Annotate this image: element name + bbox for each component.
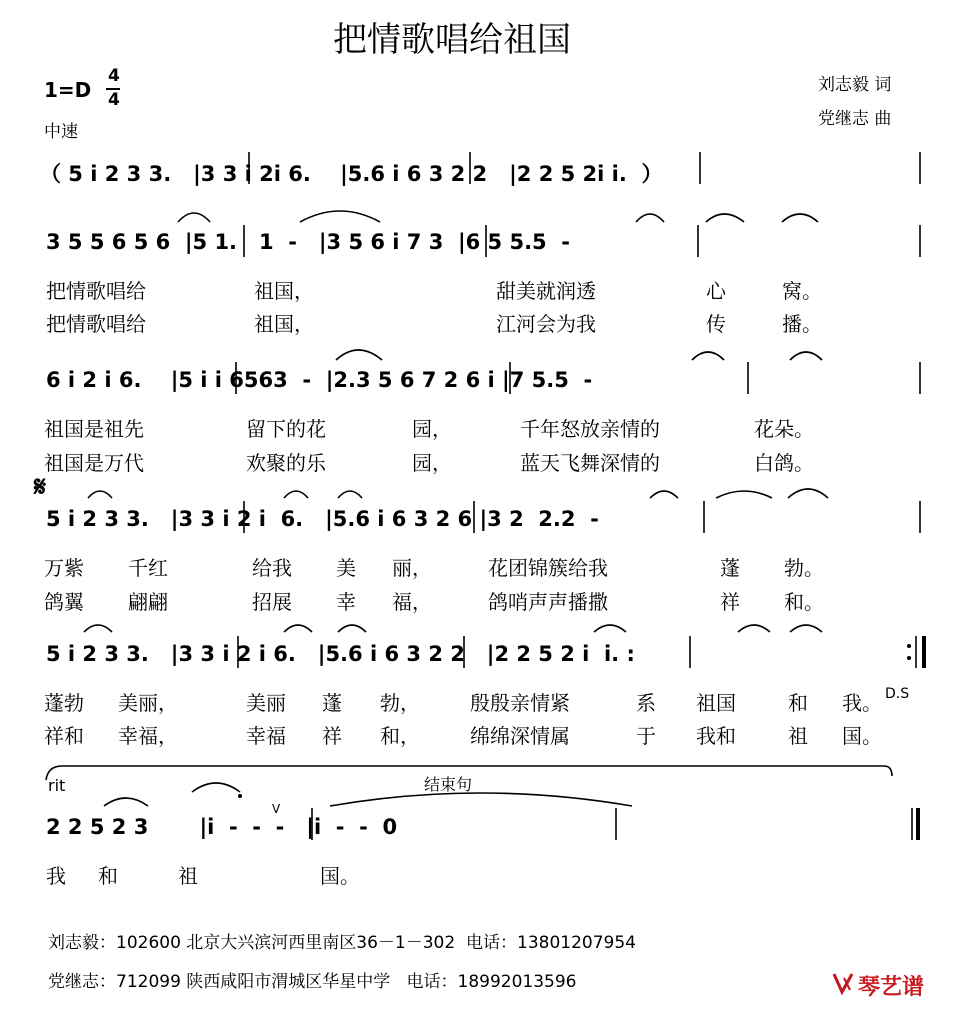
lyric-row-5-b: 和 [98, 864, 118, 888]
notation-row-1: 3 5 5 6 5 6 |5 1. 1 - |3 5 6 i 7 3 |6 5 5.5 - [46, 230, 571, 254]
slur [636, 214, 664, 222]
ending-label: 结束句 [424, 775, 473, 794]
time-signature-top: 4 [108, 66, 120, 86]
lyric-row-4-verse-2-c: 幸福 [246, 724, 286, 748]
lyric-row-1-verse-1-e: 窝。 [782, 279, 822, 303]
music-score-logo-icon [830, 970, 856, 996]
site-logo-text[interactable]: 琴艺谱 [858, 975, 925, 1000]
lyric-row-3-verse-2-a: 鸽翼 [44, 590, 84, 614]
tempo-marking: 中速 [44, 122, 78, 142]
slur [300, 211, 380, 222]
lyric-row-4-verse-2-b: 幸福， [118, 724, 178, 748]
lyric-row-3-verse-1-b: 千红 [128, 556, 168, 580]
lyric-row-4-verse-2-a: 祥和 [44, 724, 84, 748]
lyric-row-3-verse-2-c: 招展 [252, 590, 292, 614]
lyric-row-1-verse-2-a: 把情歌唱给 [46, 312, 146, 336]
lyric-row-2-verse-1-a: 祖国是祖先 [44, 417, 144, 441]
lyric-row-4-verse-1-a: 蓬勃 [44, 691, 84, 715]
lyric-row-3-verse-1-f: 花团锦簇给我 [488, 556, 608, 580]
slur [716, 491, 772, 498]
lyric-row-4-verse-1-i: 和 [788, 691, 808, 715]
key-signature: 1=D [44, 78, 92, 102]
slur [692, 352, 724, 360]
lyric-row-2-verse-2-b: 欢聚的乐 [246, 451, 326, 475]
slur [336, 350, 382, 360]
ritardando-marking: rit [48, 776, 66, 795]
dal-segno-marking: D.S [885, 686, 910, 702]
lyric-row-2-verse-1-b: 留下的花 [246, 417, 326, 441]
lyric-row-2-verse-2-e: 白鸽。 [754, 451, 814, 475]
notation-row-intro: （ 5 i 2 3 3. |3 3 i 2i 6. |5.6 i 6 3 2 2 |2 2 5 2i i. ） [40, 162, 663, 186]
composer-credit: 党继志 曲 [818, 109, 892, 129]
lyric-row-4-verse-1-g: 系 [636, 691, 656, 715]
lyric-row-1-verse-1-d: 心 [706, 279, 726, 303]
lyric-row-2-verse-1-e: 花朵。 [754, 417, 814, 441]
lyric-row-3-verse-1-a: 万紫 [44, 556, 84, 580]
lyric-row-1-verse-1-c: 甜美就润透 [496, 279, 596, 303]
lyric-row-5-c: 祖 [178, 864, 198, 888]
lyric-row-3-verse-2-e: 福， [392, 590, 432, 614]
lyric-row-3-verse-1-h: 勃。 [784, 556, 824, 580]
slur [178, 213, 210, 222]
lyric-row-1-verse-1-a: 把情歌唱给 [46, 279, 146, 303]
slur [738, 625, 770, 632]
slur [104, 798, 148, 806]
slur [330, 793, 632, 806]
slur [706, 214, 744, 222]
slur [338, 491, 362, 498]
slur [782, 214, 818, 222]
lyric-row-4-verse-2-e: 和， [380, 724, 420, 748]
lyric-row-5-a: 我 [46, 864, 66, 888]
lyric-row-3-verse-2-d: 幸 [336, 590, 356, 614]
slur [338, 625, 366, 632]
slur [594, 625, 626, 632]
lyric-row-4-verse-1-e: 勃， [380, 691, 420, 715]
slur [88, 491, 112, 498]
slur [788, 489, 828, 498]
lyric-row-4-verse-1-b: 美丽， [118, 691, 178, 715]
time-signature-bottom: 4 [108, 90, 120, 110]
lyric-row-3-verse-2-b: 翩翩 [128, 590, 168, 614]
lyric-row-1-verse-2-b: 祖国， [254, 312, 314, 336]
lyric-row-4-verse-1-f: 殷殷亲情紧 [470, 691, 570, 715]
lyric-row-2-verse-2-d: 蓝天飞舞深情的 [520, 451, 660, 475]
lyric-row-2-verse-1-c: 园， [412, 417, 452, 441]
lyric-row-4-verse-2-f: 绵绵深情属 [470, 724, 570, 748]
lyric-row-1-verse-2-e: 播。 [782, 312, 822, 336]
slur [790, 352, 822, 360]
repeat-dot [907, 656, 911, 660]
lyric-row-3-verse-1-d: 美 [336, 556, 356, 580]
lyric-row-3-verse-2-f: 鸽哨声声播撒 [488, 590, 608, 614]
song-title: 把情歌唱给祖国 [333, 20, 571, 60]
notation-row-5: 2 2 5 2 3 |i - - - |i - - 0 [46, 815, 398, 839]
lyricist-credit: 刘志毅 词 [818, 75, 892, 95]
footer-contact-composer: 党继志：712099 陕西咸阳市渭城区华星中学 电话：18992013596 [48, 972, 577, 992]
lyric-row-3-verse-1-e: 丽， [392, 556, 432, 580]
repeat-dot [907, 644, 911, 648]
lyric-row-3-verse-1-c: 给我 [252, 556, 292, 580]
lyric-row-3-verse-2-g: 祥 [720, 590, 740, 614]
fermata-dot [238, 794, 242, 798]
lyric-row-4-verse-2-d: 祥 [322, 724, 342, 748]
slur [790, 625, 822, 632]
segno-sign: 𝄋 [34, 470, 47, 503]
notation-row-4: 5 i 2 3 3. |3 3 i 2 i 6. |5.6 i 6 3 2 2 |2 2 5 2 i i. : [46, 642, 635, 666]
slur [284, 491, 308, 498]
notation-row-2: 6 i 2 i 6. |5 i i 6563 - |2.3 5 6 7 2 6 i |7 5.5 - [46, 368, 593, 392]
slur [84, 625, 112, 632]
lyric-row-4-verse-1-c: 美丽 [246, 691, 286, 715]
lyric-row-3-verse-2-h: 和。 [784, 590, 824, 614]
ending-bracket [46, 766, 892, 780]
lyric-row-4-verse-1-j: 我。 [842, 691, 882, 715]
lyric-row-3-verse-1-g: 蓬 [720, 556, 740, 580]
lyric-row-4-verse-2-j: 国。 [842, 724, 882, 748]
slur [284, 625, 312, 632]
lyric-row-4-verse-2-g: 于 [636, 724, 656, 748]
lyric-row-2-verse-2-a: 祖国是万代 [44, 451, 144, 475]
lyric-row-5-d: 国。 [320, 864, 360, 888]
lyric-row-2-verse-2-c: 园， [412, 451, 452, 475]
lyric-row-1-verse-2-d: 传 [706, 312, 726, 336]
lyric-row-4-verse-2-h: 我和 [696, 724, 736, 748]
lyric-row-1-verse-2-c: 江河会为我 [496, 312, 596, 336]
breath-mark: V [272, 802, 281, 816]
slur [650, 491, 678, 498]
lyric-row-1-verse-1-b: 祖国， [254, 279, 314, 303]
lyric-row-4-verse-2-i: 祖 [788, 724, 808, 748]
lyric-row-2-verse-1-d: 千年怒放亲情的 [520, 417, 660, 441]
lyric-row-4-verse-1-h: 祖国 [696, 691, 736, 715]
footer-contact-lyricist: 刘志毅：102600 北京大兴滨河西里南区36－1－302 电话：13801207954 [48, 933, 636, 953]
notation-row-3: 5 i 2 3 3. |3 3 i 2 i 6. |5.6 i 6 3 2 6 |3 2 2.2 - [46, 507, 599, 531]
lyric-row-4-verse-1-d: 蓬 [322, 691, 342, 715]
slur [192, 783, 240, 792]
